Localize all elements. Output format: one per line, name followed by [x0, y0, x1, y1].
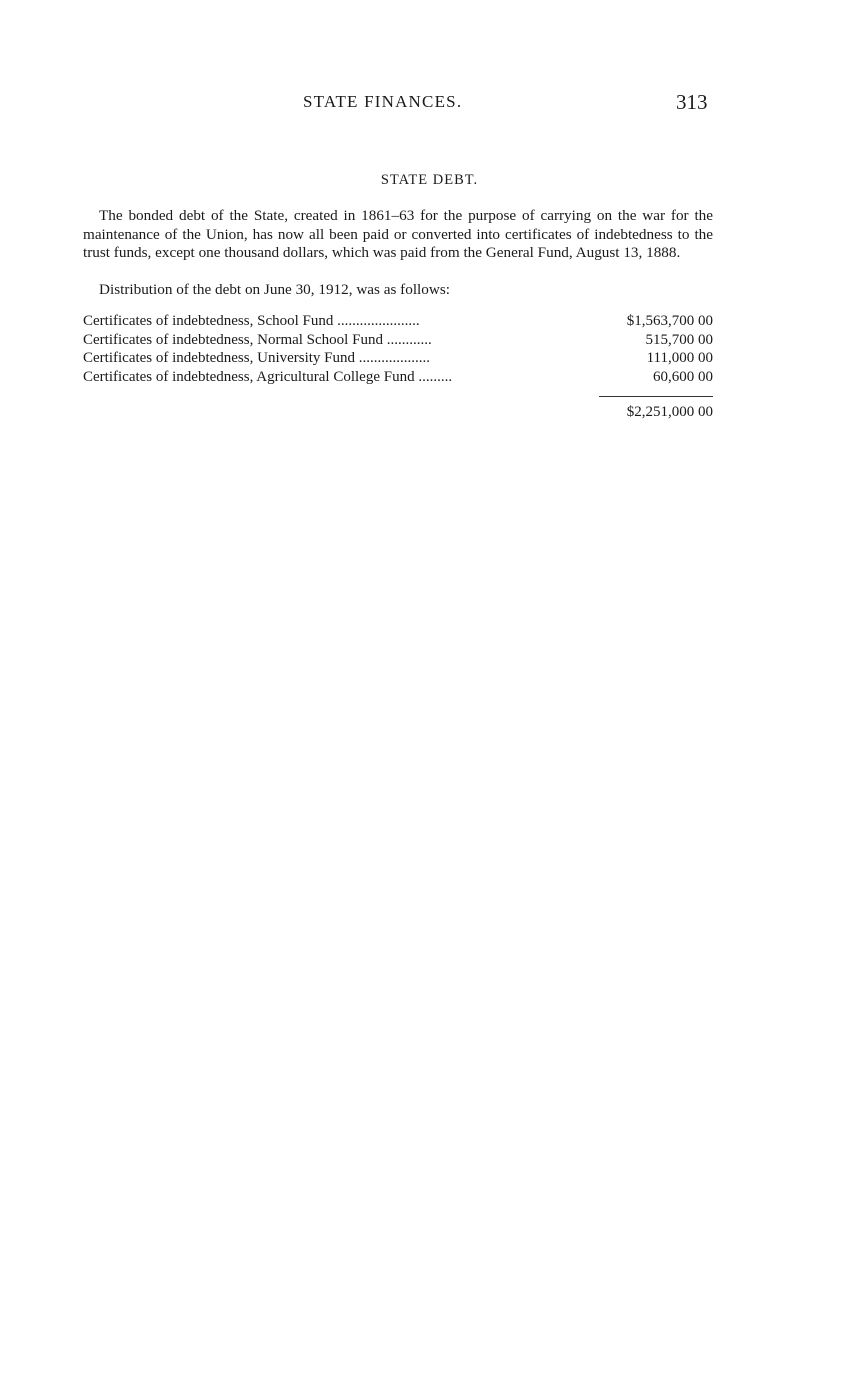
table-row	[83, 312, 713, 331]
body-paragraph: The bonded debt of the State, created in 1861–63 for the purpose of carrying on the war for the maintenance of the Union, has now all been paid or converted into certificates of indebtedness to the trust funds, except one thousand dollars, which was paid from the General Fund, August 13, 1888.	[83, 207, 713, 261]
table-row	[83, 331, 713, 350]
row-amount: 111,000 00	[646, 350, 713, 366]
distribution-intro: Distribution of the debt on June 30, 1912, was as follows:	[99, 281, 450, 298]
running-head: STATE FINANCES.	[303, 92, 463, 111]
distribution-total: $2,251,000 00	[626, 404, 713, 420]
total-rule	[599, 396, 713, 397]
row-label: Certificates of indebtedness, Agricultural College Fund .........	[83, 368, 453, 385]
row-label: Certificates of indebtedness, Normal School Fund ............	[83, 331, 432, 348]
row-label: Certificates of indebtedness, University Fund ...................	[83, 350, 431, 366]
table-row	[83, 368, 713, 387]
row-label: Certificates of indebtedness, School Fund ......................	[83, 313, 420, 329]
table-row	[83, 349, 713, 368]
section-title: STATE DEBT.	[380, 172, 479, 188]
row-amount: 515,700 00	[645, 331, 713, 348]
distribution-table	[83, 312, 713, 386]
page-number: 313	[676, 90, 708, 114]
row-amount: 60,600 00	[653, 368, 713, 385]
row-amount: $1,563,700 00	[626, 313, 713, 329]
